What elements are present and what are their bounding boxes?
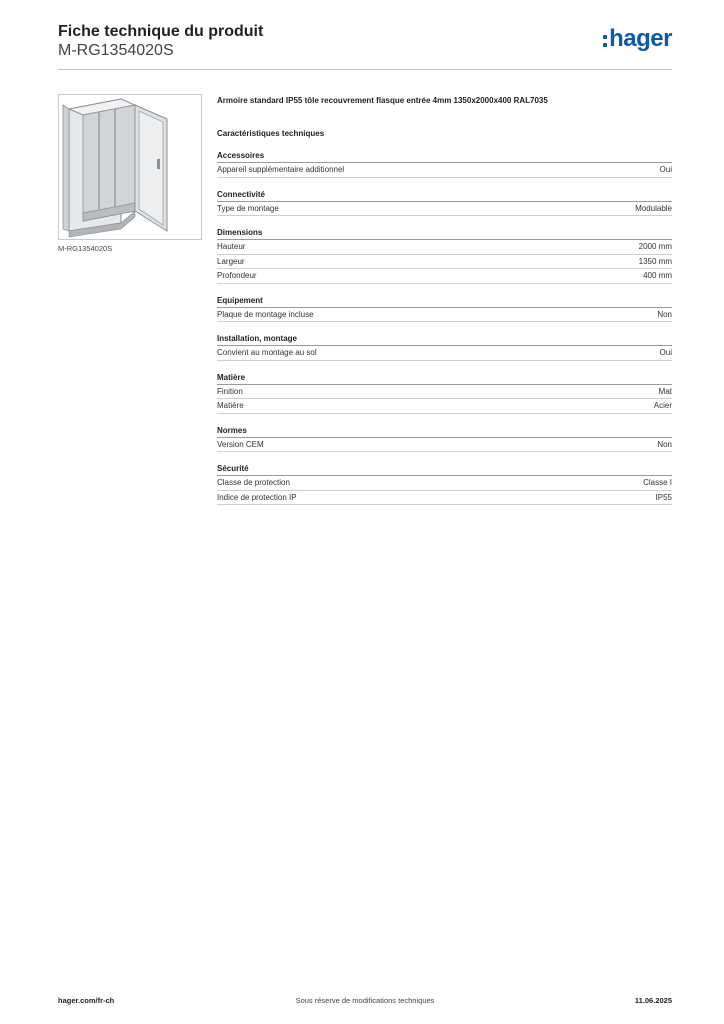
spec-value: Non <box>657 439 672 449</box>
logo-text: hager <box>609 25 672 52</box>
section-title: Caractéristiques techniques <box>217 129 325 138</box>
spec-group <box>217 150 672 178</box>
spec-group-title: Sécurité <box>217 463 672 476</box>
document-title: Fiche technique du produit <box>58 23 264 40</box>
spec-row <box>217 476 672 491</box>
spec-label: Convient au montage au sol <box>217 348 317 357</box>
spec-label: Plaque de montage incluse <box>217 309 314 319</box>
page-footer <box>58 996 672 1008</box>
spec-value: IP55 <box>655 492 672 502</box>
product-reference: M-RG1354020S <box>58 42 174 59</box>
spec-row <box>217 269 672 284</box>
spec-group-title: Connectivité <box>217 189 672 202</box>
spec-label: Largeur <box>217 256 245 266</box>
spec-group-title: Equipement <box>217 295 672 308</box>
spec-group-title: Normes <box>217 425 672 438</box>
spec-label: Indice de protection IP <box>217 492 297 502</box>
spec-value: Mat <box>658 386 672 396</box>
spec-group-title: Installation, montage <box>217 333 672 346</box>
spec-group-title: Matière <box>217 372 672 385</box>
spec-group <box>217 425 672 453</box>
spec-value: 400 mm <box>643 271 672 280</box>
spec-value: Classe I <box>643 478 672 487</box>
hager-logo <box>603 26 672 52</box>
spec-label: Hauteur <box>217 242 246 251</box>
spec-group <box>217 372 672 414</box>
spec-group <box>217 463 672 505</box>
spec-row <box>217 399 672 414</box>
spec-value: Acier <box>653 401 672 410</box>
spec-value: 2000 mm <box>638 242 672 251</box>
spec-value: Modulable <box>635 203 672 213</box>
spec-row <box>217 308 672 323</box>
spec-row <box>217 385 672 400</box>
page-header <box>58 22 672 70</box>
spec-label: Profondeur <box>217 271 257 280</box>
spec-value: 1350 mm <box>638 256 672 266</box>
spec-label: Appareil supplémentaire additionnel <box>217 165 345 174</box>
spec-row <box>217 438 672 453</box>
spec-label: Matière <box>217 401 244 410</box>
spec-group <box>217 295 672 323</box>
spec-label: Type de montage <box>217 203 279 213</box>
spec-label: Classe de protection <box>217 478 290 487</box>
logo-dots-icon <box>603 35 607 47</box>
footer-notice: Sous réserve de modifications techniques <box>295 996 435 1005</box>
cabinet-illustration-icon <box>59 95 201 239</box>
footer-website: hager.com/fr-ch <box>58 996 115 1005</box>
spec-value: Non <box>657 309 672 319</box>
spec-row <box>217 163 672 178</box>
spec-value: Oui <box>659 165 672 174</box>
spec-group <box>217 189 672 217</box>
spec-row <box>217 491 672 506</box>
spec-group <box>217 227 672 284</box>
spec-row <box>217 240 672 255</box>
spec-group-title: Dimensions <box>217 227 672 240</box>
product-description: Armoire standard IP55 tôle recouvrement flasque entrée 4mm 1350x2000x400 RAL7035 <box>217 96 548 105</box>
spec-group <box>217 333 672 361</box>
image-caption: M-RG1354020S <box>58 244 113 253</box>
spec-label: Version CEM <box>217 439 264 449</box>
specifications-panel <box>217 96 672 505</box>
spec-row <box>217 202 672 217</box>
spec-label: Finition <box>217 386 243 396</box>
spec-row <box>217 255 672 270</box>
spec-groups <box>217 150 672 505</box>
spec-value: Oui <box>659 348 672 357</box>
product-image <box>58 94 202 240</box>
footer-date: 11.06.2025 <box>634 996 672 1005</box>
spec-group-title: Accessoires <box>217 150 672 163</box>
spec-row <box>217 346 672 361</box>
